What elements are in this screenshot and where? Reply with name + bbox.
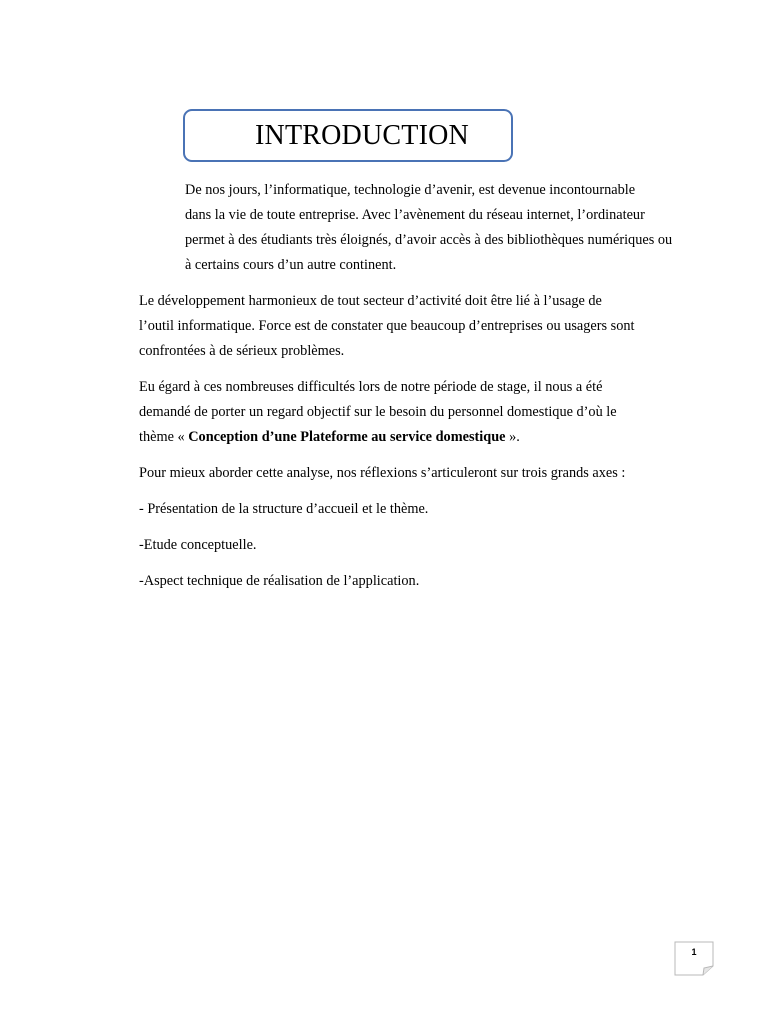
page-number: 1 (691, 947, 697, 957)
paragraph-line: confrontées à de sérieux problèmes. (139, 343, 345, 359)
paragraph-line: Le développement harmonieux de tout secteur d’activité doit être lié à l’usage de (139, 293, 602, 309)
theme-title: Conception d’une Plateforme au service domestique (188, 429, 506, 445)
paragraph-theme (139, 375, 679, 450)
paragraph-intro (139, 178, 679, 278)
paragraph-line: à certains cours d’un autre continent. (185, 257, 397, 273)
paragraph-line: De nos jours, l’informatique, technologie d’avenir, est devenue incontournable (185, 182, 636, 198)
theme-suffix: ». (505, 429, 520, 445)
paragraph-development (139, 289, 679, 364)
paragraph-line: Eu égard à ces nombreuses difficultés lors de notre période de stage, il nous a été (139, 379, 603, 395)
axis-item-presentation: - Présentation de la structure d’accueil et le thème. (139, 501, 429, 517)
theme-prefix: thème « (139, 429, 189, 445)
paragraph-line: Pour mieux aborder cette analyse, nos réflexions s’articuleront sur trois grands axes : (139, 465, 626, 481)
paragraph-line: demandé de porter un regard objectif sur le besoin du personnel domestique d’où le (139, 404, 617, 420)
paragraph-line-theme (139, 425, 679, 450)
axis-item-conceptual: -Etude conceptuelle. (139, 537, 257, 553)
axis-item-technical: -Aspect technique de réalisation de l’application. (139, 573, 420, 589)
paragraph-line: permet à des étudiants très éloignés, d’avoir accès à des bibliothèques numériques ou (185, 232, 673, 248)
page-title: INTRODUCTION (255, 120, 469, 151)
paragraph-axes-intro (139, 461, 679, 486)
paragraph-line: dans la vie de toute entreprise. Avec l’avènement du réseau internet, l’ordinateur (185, 207, 645, 223)
document-body (139, 178, 679, 605)
paragraph-line: l’outil informatique. Force est de constater que beaucoup d’entreprises ou usagers sont (139, 318, 635, 334)
title-box (183, 109, 513, 162)
page-number-badge (674, 941, 714, 976)
